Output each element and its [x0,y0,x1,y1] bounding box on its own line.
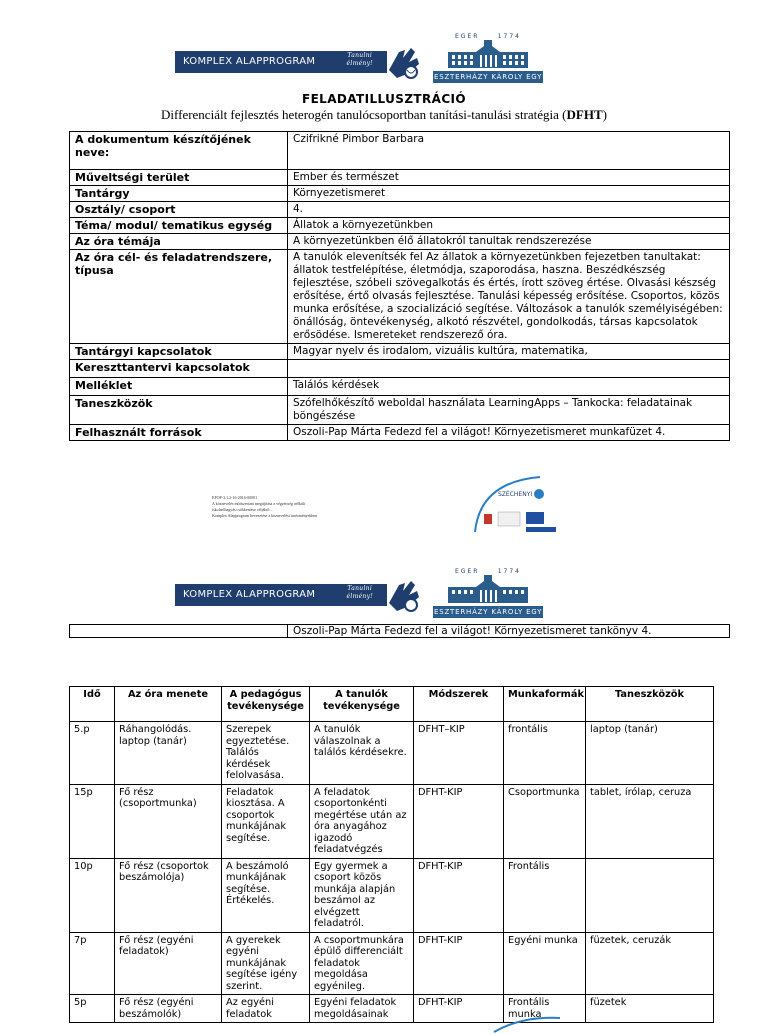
info-value: Találós kérdések [288,378,730,396]
info-value: 4. [288,202,730,218]
table-cell: Fő rész (csoportmunka) [115,784,222,858]
table-cell: A csoportmunkára épülő differenciált feladatok megoldása egyénileg. [310,932,414,995]
table-cell: füzetek [586,995,714,1023]
table-cell: Fő rész (csoportok beszámolója) [115,858,222,932]
info-value: A tanulók elevenítsék fel Az állatok a környezetünkben fejezetben tanultakat: állatok testfelépítése, életmódja, szaporodása, haszna. Beszédkészség fejlesztése, szóbeli szövegalkotás és értés, írott szöveg értése. Olvasási készség erősítése, értő olvasás fejlesztése. Tanulási képesség erősítése. Csoportos, közös munka erősítése, a szocializáció segítése. Változások a tanulók személyiségében: önállóság, öntevékenység, alkotó részvétel, gondolkodás, társas kapcsolatok erősödése. Ismereteket rendszerező óra. [288,250,730,344]
footer-project-text: EFOP-3.1.2-16-2016-00001 A köznevelés módszertani megújítása a végzettség nélküli iskolaelhagyás csökkentése céljából – Komplex Alapprogram bevezetése a köznevelési intézményekben [212,495,318,518]
komplex-logo-bar [175,51,387,73]
info-value: A környezetünkben élő állatokról tanultak rendszerezése [288,234,730,250]
info-row [70,360,730,378]
column-header: Módszerek [414,687,504,722]
szechenyi-arc-fragment [492,1014,562,1034]
table-row [70,784,714,858]
table-cell: Feladatok kiosztása. A csoportok munkájának segítése. [222,784,310,858]
info-value: Czifrikné Pimbor Barbara [288,132,730,170]
info-key: Kereszttantervi kapcsolatok [70,360,288,378]
table-cell: tablet, írólap, ceruza [586,784,714,858]
szechenyi-text: SZÉCHENYI [498,491,533,498]
komplex-logo-page2: KOMPLEX ALAPPROGRAM Tanulni élmény! [175,573,425,617]
table-row [70,858,714,932]
lesson-plan-table [69,686,714,1023]
table-cell [586,858,714,932]
info-value: Ember és természet [288,170,730,186]
table-cell: Csoportmunka [504,784,586,858]
table-cell: frontális [504,722,586,785]
table-cell: 5.p [70,722,115,785]
table-cell: 10p [70,858,115,932]
info-row [70,625,730,638]
table-cell: A tanulók válaszolnak a találós kérdésekre. [310,722,414,785]
table-cell: A gyerekek egyéni munkájának segítése igény szerint. [222,932,310,995]
table-cell: 7p [70,932,115,995]
column-header: Az óra menete [115,687,222,722]
info-key: Tantárgy [70,186,288,202]
info-row [70,132,730,170]
table-cell: Egyéni feladatok megoldásainak [310,995,414,1023]
info-value: Szófelhőkészítő weboldal használata LearningApps – Tankocka: feladatainak böngészése [288,396,730,425]
continuation-table [69,624,730,638]
info-row [70,170,730,186]
table-row [70,722,714,785]
info-key: Műveltségi terület [70,170,288,186]
table-cell: 15p [70,784,115,858]
info-row [70,250,730,344]
table-row [70,932,714,995]
table-row [70,995,714,1023]
hand-icon [381,40,425,84]
university-building-icon [446,575,530,605]
hand-icon [381,573,425,617]
column-header: Munkaformák [504,687,586,722]
table-cell: Ráhangolódás. laptop (tanár) [115,722,222,785]
document-title: FELADATILLUSZTRÁCIÓ [301,92,467,106]
info-key: Az óra cél- és feladatrendszere, típusa [70,250,288,344]
table-cell: Frontális [504,858,586,932]
info-table [69,131,730,441]
info-value: Környezetismeret [288,186,730,202]
info-value: Oszoli-Pap Márta Fedezd fel a világot! Környezetismeret munkafüzet 4. [288,425,730,441]
table-cell: DFHT–KIP [414,722,504,785]
info-row [70,344,730,360]
table-cell: Szerepek egyeztetése. Találós kérdések felolvasása. [222,722,310,785]
table-cell: Fő rész (egyéni feladatok) [115,932,222,995]
table-cell: Frontális munka [504,995,586,1023]
column-header: Idő [70,687,115,722]
column-header: A pedagógus tevékenysége [222,687,310,722]
table-cell: laptop (tanár) [586,722,714,785]
info-value: Oszoli-Pap Márta Fedezd fel a világot! Környezetismeret tankönyv 4. [288,625,730,638]
info-key: Az óra témája [70,234,288,250]
table-cell: füzetek, ceruzák [586,932,714,995]
table-cell: 5p [70,995,115,1023]
document-subtitle: Differenciált fejlesztés heterogén tanulócsoportban tanítási-tanulási stratégia (DFHT) [161,107,607,122]
komplex-logo-script: Tanulni élmény! [346,52,373,67]
eszterhazy-logo: EGER 1774 ESZTERHÁZY KÁROLY EGYETEM [434,33,565,81]
table-cell: Az egyéni feladatok [222,995,310,1023]
university-building-icon [446,40,530,70]
table-cell: Egy gyermek a csoport közös munkája alapján beszámol az elvégzett feladatról. [310,858,414,932]
table-cell: A beszámoló munkájának segítése. Értékelés. [222,858,310,932]
column-header: Taneszközök [586,687,714,722]
eszterhazy-name: ESZTERHÁZY KÁROLY EGYETEM [434,73,565,81]
table-cell: Egyéni munka [504,932,586,995]
eszterhazy-logo-page2: EGER 1774 ESZTERHÁZY KÁROLY EGYETEM [434,568,565,616]
table-cell: DFHT-KIP [414,858,504,932]
info-row [70,202,730,218]
table-cell: A feladatok csoportonkénti megértése után az óra anyagához igazodó feladatvégzés [310,784,414,858]
info-row [70,378,730,396]
info-key: Tantárgyi kapcsolatok [70,344,288,360]
szechenyi-2020-logo [470,472,560,542]
info-row [70,218,730,234]
info-key: Téma/ modul/ tematikus egység [70,218,288,234]
info-key [70,625,288,638]
info-value: Állatok a környezetünkben [288,218,730,234]
info-row [70,396,730,425]
table-cell: DFHT-KIP [414,932,504,995]
info-value: Magyar nyelv és irodalom, vizuális kultúra, matematika, [288,344,730,360]
table-cell: Fő rész (egyéni beszámolók) [115,995,222,1023]
info-key: Osztály/ csoport [70,202,288,218]
info-value [288,360,730,378]
table-cell: DFHT-KIP [414,995,504,1023]
table-cell: DFHT-KIP [414,784,504,858]
info-key: Felhasznált források [70,425,288,441]
info-row [70,186,730,202]
table-header-row [70,687,714,722]
info-row [70,234,730,250]
komplex-logo-text: KOMPLEX ALAPPROGRAM [183,56,316,67]
info-key: A dokumentum készítőjének neve: [70,132,288,170]
info-key: Melléklet [70,378,288,396]
komplex-logo [175,40,425,84]
info-key: Taneszközök [70,396,288,425]
info-row [70,425,730,441]
column-header: A tanulók tevékenysége [310,687,414,722]
